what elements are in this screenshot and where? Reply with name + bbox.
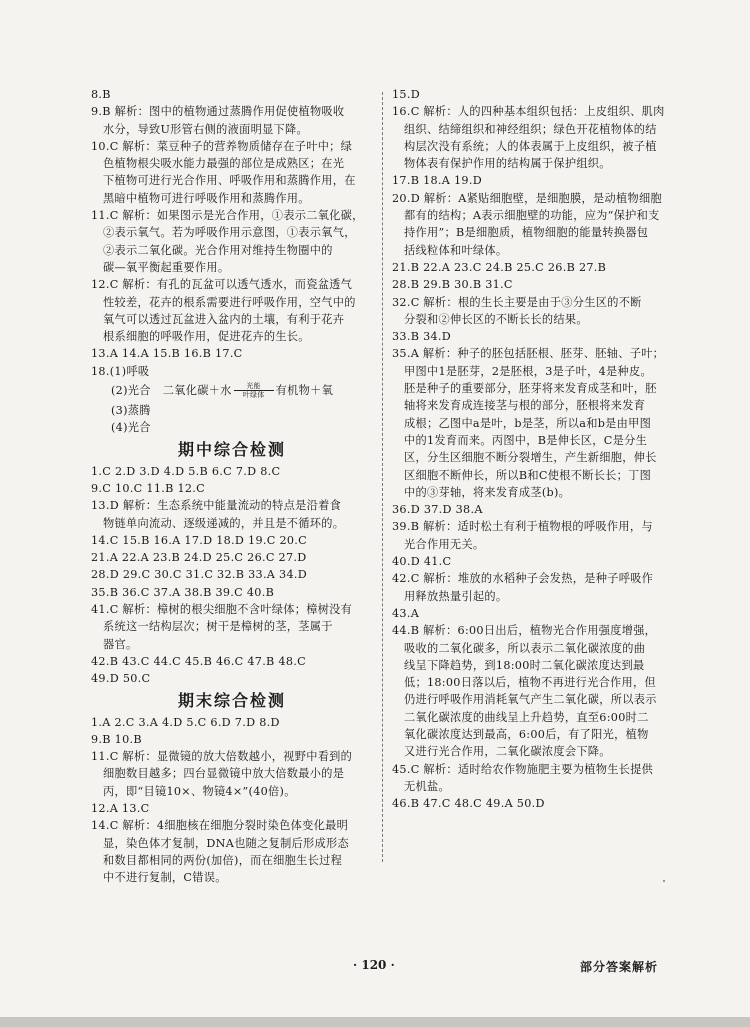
answer-text-line: 低；18:00日落以后，植物不再进行光合作用，但 [404, 676, 657, 690]
answer-text-line: 中的③芽轴，将来发育成茎(b)。 [404, 485, 571, 499]
scan-speck [663, 880, 665, 882]
answer-text-line: (3)蒸腾 [111, 404, 151, 418]
answer-text-line: 下植物可进行光合作用、呼吸作用和蒸腾作用，在 [103, 174, 356, 188]
answer-text-line: 甲图中1是胚芽，2是胚根，3是子叶，4是种皮。 [404, 364, 652, 378]
arrow-condition-top: 光能 [246, 381, 261, 390]
scan-edge [0, 1017, 750, 1027]
answer-item: 14.C 解析：4细胞核在细胞分裂时染色体变化最明 [91, 819, 349, 833]
answer-item: 21.A 22.A 23.B 24.D 25.C 26.C 27.D [91, 551, 307, 565]
answer-text-line: 色植物根尖吸水能力最强的部位是成熟区；在光 [103, 157, 345, 171]
answer-text-line: 系统这一结构层次；树干是樟树的茎，茎属于 [103, 620, 333, 634]
answer-item: 8.B [91, 88, 111, 101]
answer-text-line: 括线粒体和叶绿体。 [404, 243, 508, 257]
answer-text-line: 物体表有保护作用的结构属于保护组织。 [404, 157, 611, 171]
answer-text-line: ②表示氧气。若为呼吸作用示意图，①表示氧气， [103, 226, 356, 240]
answer-text-line: 光合作用无关。 [404, 537, 485, 551]
answer-text-line: 都有的结构；A表示细胞壁的功能，应为“保护和支 [404, 209, 660, 223]
answer-text-line: ②表示二氧化碳。光合作用对维持生物圈中的 [103, 243, 333, 257]
answer-text-line: (4)光合 [111, 421, 151, 435]
answer-text-line: 胚是种子的重要部分，胚芽将来发育成茎和叶，胚 [404, 382, 657, 396]
answer-item: 11.C 解析：如果图示是光合作用，①表示二氧化碳， [91, 209, 364, 223]
answer-text-line: 仍进行呼吸作用消耗氧气产生二氧化碳，所以表示 [404, 693, 657, 707]
answer-text-line: 氧气可以透过瓦盆进入盆内的土壤，有利于花卉 [103, 312, 345, 326]
reaction-arrow [234, 382, 274, 399]
answer-item: 35.B 36.C 37.A 38.B 39.C 40.B [91, 585, 275, 599]
answer-text-line: 氧化碳浓度达到最高，6:00后，有了阳光，植物 [404, 727, 649, 741]
section-heading: 期中综合检测 [177, 439, 286, 459]
answer-text-line: 和数目都相同的两份(加倍)，而在细胞生长过程 [103, 853, 343, 867]
answer-text-line: 又进行光合作用，二氧化碳浓度会下降。 [404, 745, 611, 759]
photosynthesis-equation [91, 380, 373, 402]
answer-text-line: 区细胞不断伸长，所以B和C使根不断长长；丁图 [404, 468, 652, 482]
answer-item: 20.D 解析：A紧贴细胞壁，是细胞膜，是动植物细胞 [392, 191, 662, 205]
answer-item: 16.C 解析：人的四种基本组织包括：上皮组织、肌肉 [392, 105, 665, 119]
answer-item: 44.B 解析：6:00日出后，植物光合作用强度增强， [392, 624, 657, 638]
answer-item: 43.A [392, 606, 420, 620]
answer-text-line: 线呈下降趋势，到18:00时二氧化碳浓度达到最 [404, 658, 645, 672]
answer-item: 12.C 解析：有孔的瓦盆可以透气透水，而瓷盆透气 [91, 278, 353, 292]
answer-text-line: 二氧化碳浓度的曲线呈上升趋势，直至6:00时二 [404, 710, 649, 724]
footer-title: 部分答案解析 [580, 960, 659, 974]
answer-text-line: 细胞数目越多；四台显微镜中放大倍数最小的是 [103, 767, 345, 781]
answer-text-line: 中的1发育而来。丙图中，B是伸长区，C是分生 [404, 433, 648, 447]
answer-text-line: 物链单向流动、逐级递减的，并且是不循环的。 [103, 516, 345, 530]
arrow-condition-bottom: 叶绿体 [242, 390, 265, 399]
answer-item: 13.D 解析：生态系统中能量流动的特点是沿着食 [91, 499, 342, 513]
answer-item: 10.C 解析：菜豆种子的营养物质储存在子叶中；绿 [91, 139, 353, 153]
answer-text-line: 黑暗中植物可进行呼吸作用和蒸腾作用。 [103, 191, 310, 205]
answer-item: 11.C 解析：显微镜的放大倍数越小，视野中看到的 [91, 750, 353, 764]
answer-item: 45.C 解析：适时给农作物施肥主要为植物生长提供 [392, 762, 654, 776]
equation-reactants: 二氧化碳＋水 [162, 384, 232, 398]
answer-text-line: 中不进行复制，C错误。 [103, 871, 227, 885]
answer-text-line: 轴将来发育成连接茎与根的部分，胚根将来发育 [404, 399, 646, 413]
equation-label: (2)光合 [111, 384, 151, 398]
answer-text-line: 成根；乙图中a是叶，b是茎，所以a和b是由甲图 [404, 416, 652, 430]
answer-text-line: 显，染色体才复制，DNA也随之复制后形成形态 [103, 836, 350, 850]
answer-item: 40.D 41.C [392, 555, 452, 569]
answer-item: 9.B 10.B [91, 732, 142, 746]
answer-item: 18.(1)呼吸 [91, 364, 150, 378]
page-footer [0, 958, 750, 978]
answer-text-line: 用释放热量引起的。 [404, 589, 508, 603]
answer-item: 42.B 43.C 44.C 45.B 46.C 47.B 48.C [91, 654, 306, 668]
answer-item: 14.C 15.B 16.A 17.D 18.D 19.C 20.C [91, 533, 307, 547]
answer-item: 13.A 14.A 15.B 16.B 17.C [91, 347, 243, 361]
answer-item: 9.B 解析：图中的植物通过蒸腾作用促使植物吸收 [91, 105, 345, 119]
answer-item: 17.B 18.A 19.D [392, 174, 482, 188]
answer-item: 1.C 2.D 3.D 4.D 5.B 6.C 7.D 8.C [91, 464, 281, 478]
answer-text-line: 丙，即“目镜10×、物镜4×”(40倍)。 [103, 784, 296, 798]
answer-item: 33.B 34.D [392, 330, 452, 344]
answer-item: 28.B 29.B 30.B 31.C [392, 278, 513, 292]
answer-item: 1.A 2.C 3.A 4.D 5.C 6.D 7.D 8.D [91, 715, 280, 729]
answer-text-line: 组织、结缔组织和神经组织；绿色开花植物体的结 [404, 122, 657, 136]
answer-item: 36.D 37.D 38.A [392, 503, 483, 517]
answer-item: 21.B 22.A 23.C 24.B 25.C 26.B 27.B [392, 260, 607, 274]
right-column [392, 86, 674, 812]
answer-item: 15.D [392, 88, 420, 101]
answer-text-line: 区，分生区细胞不断分裂增生，产生新细胞，伸长 [404, 451, 657, 465]
answer-item: 9.C 10.C 11.B 12.C [91, 481, 206, 495]
answer-item: 49.D 50.C [91, 672, 151, 686]
answer-item: 12.A 13.C [91, 801, 150, 815]
answer-item: 28.D 29.C 30.C 31.C 32.B 33.A 34.D [91, 568, 307, 582]
left-column [91, 86, 373, 886]
answer-text-line: 分裂和②伸长区的不断长长的结果。 [404, 312, 588, 326]
answer-text-line: 构层次没有系统；人的体表属于上皮组织，被子植 [404, 139, 657, 153]
answer-item: 46.B 47.C 48.C 49.A 50.D [392, 797, 545, 811]
answer-text-line: 吸收的二氧化碳多，所以表示二氧化碳浓度的曲 [404, 641, 646, 655]
answer-text-line: 根系细胞的呼吸作用，促进花卉的生长。 [103, 330, 310, 344]
answer-text-line: 性较差，花卉的根系需要进行呼吸作用，空气中的 [103, 295, 356, 309]
column-divider [382, 92, 383, 862]
page-number: · 120 · [353, 958, 395, 972]
answer-text-line: 水分，导致U形管右侧的液面明显下降。 [103, 122, 309, 136]
answer-text-line: 持作用”；B是细胞质，植物细胞的能量转换器包 [404, 226, 649, 240]
answer-item: 35.A 解析：种子的胚包括胚根、胚芽、胚轴、子叶； [392, 347, 665, 361]
answer-item: 41.C 解析：樟树的根尖细胞不含叶绿体；樟树没有 [91, 603, 353, 617]
answer-item: 42.C 解析：堆放的水稻种子会发热，是种子呼吸作 [392, 572, 654, 586]
equation-products: 有机物＋氧 [275, 384, 334, 398]
answer-text-line: 器官。 [103, 637, 138, 651]
section-heading: 期末综合检测 [177, 690, 286, 710]
answer-text-line: 无机盐。 [404, 779, 450, 793]
answer-text-line: 碳—氧平衡起重要作用。 [103, 260, 230, 274]
answer-item: 39.B 解析：适时松土有利于植物根的呼吸作用，与 [392, 520, 653, 534]
answer-item: 32.C 解析：根的生长主要是由于③分生区的不断 [392, 295, 642, 309]
